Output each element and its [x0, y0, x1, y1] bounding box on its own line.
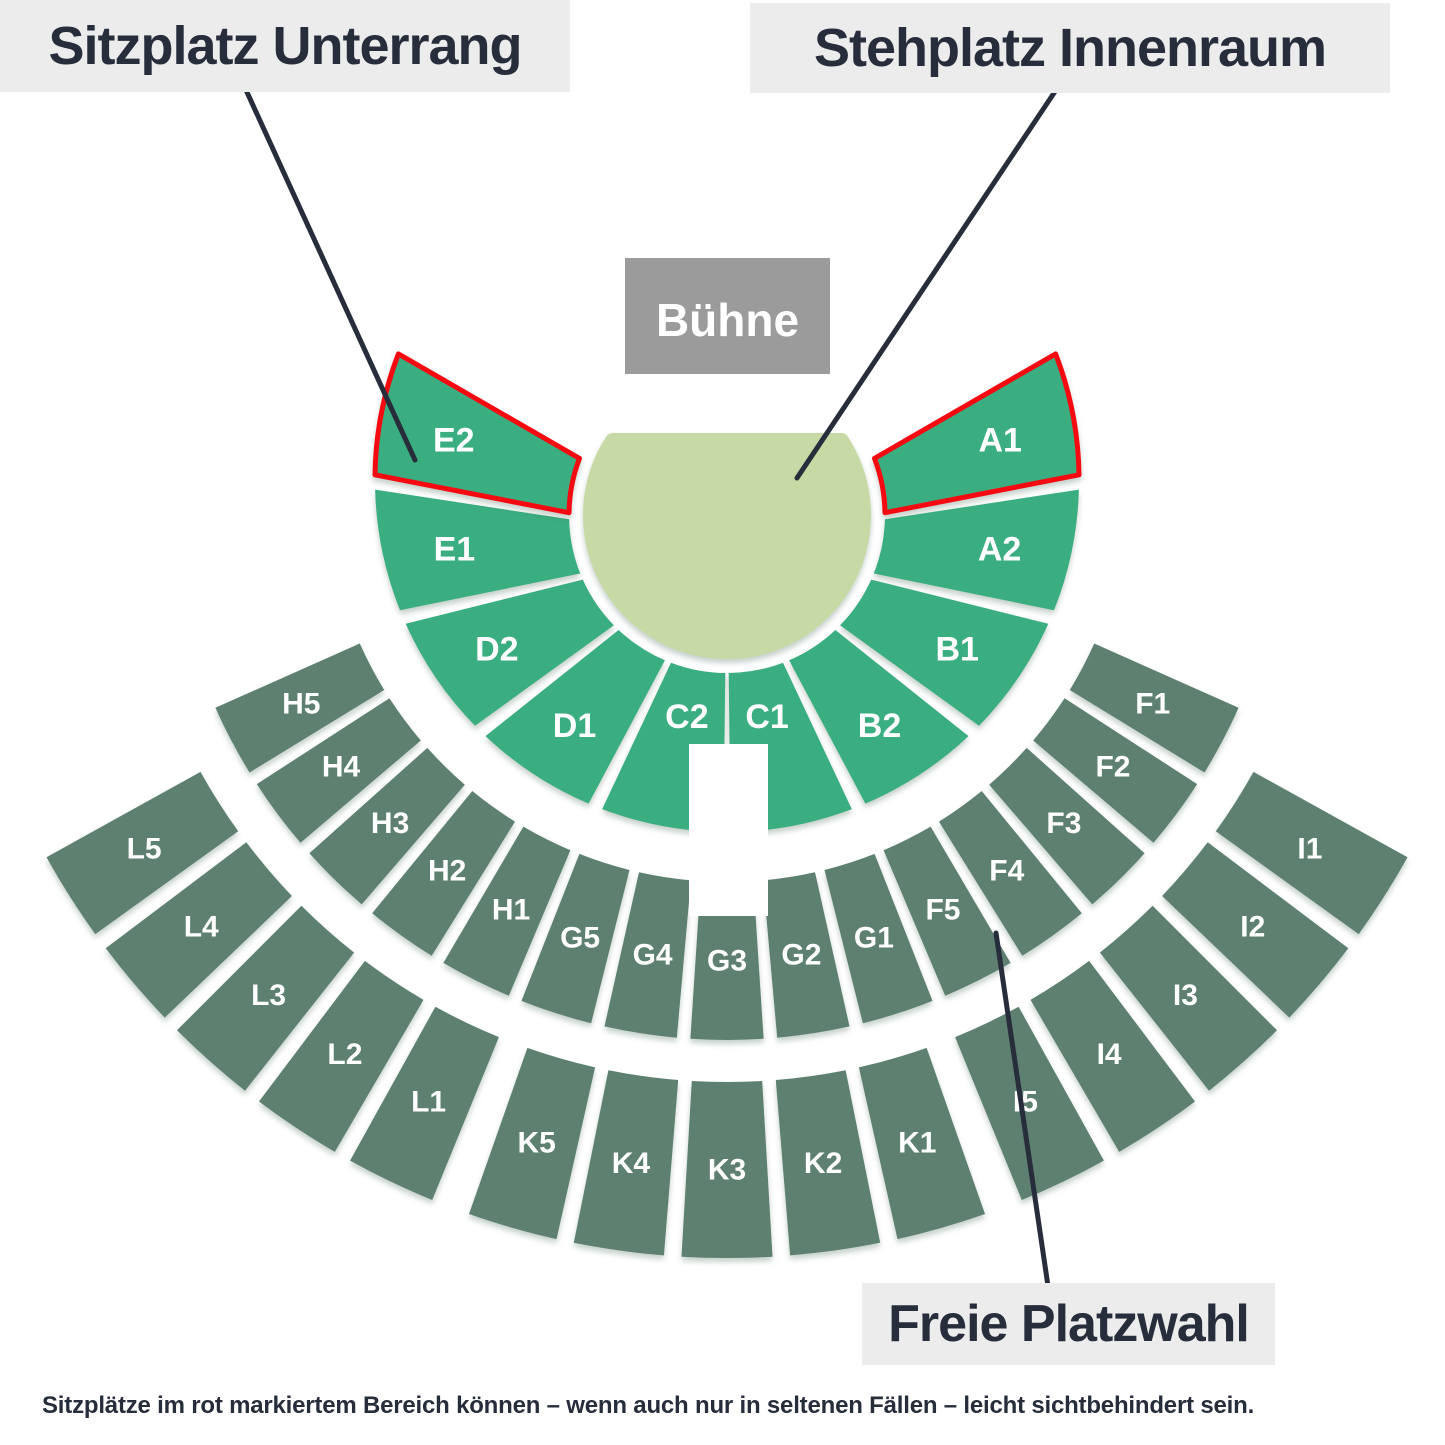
section-label-K2: K2: [803, 1146, 843, 1180]
stage: [625, 258, 830, 374]
annotation-sitzplatz-unterrang: Sitzplatz Unterrang: [0, 0, 570, 92]
section-label-B2: B2: [857, 707, 902, 745]
section-label-F4: F4: [989, 854, 1025, 888]
section-label-F3: F3: [1046, 806, 1082, 840]
section-label-K3: K3: [707, 1153, 747, 1187]
section-label-C1: C1: [745, 698, 789, 736]
section-label-G3: G3: [706, 944, 748, 978]
section-label-G1: G1: [853, 921, 894, 955]
section-label-D1: D1: [552, 707, 597, 745]
section-label-H2: H2: [428, 854, 467, 888]
section-label-F2: F2: [1095, 750, 1131, 784]
section-label-L4: L4: [183, 910, 219, 944]
section-label-F5: F5: [925, 893, 961, 927]
section-E2[interactable]: [375, 354, 580, 513]
section-label-I3: I3: [1172, 979, 1198, 1013]
annotation-freie-platzwahl: Freie Platzwahl: [862, 1283, 1275, 1365]
section-label-I4: I4: [1096, 1038, 1122, 1071]
pointer-line-sitzplatz-unterrang: [246, 90, 415, 460]
section-label-G5: G5: [560, 921, 601, 955]
section-label-K1: K1: [898, 1126, 937, 1160]
section-label-F1: F1: [1135, 687, 1171, 721]
section-label-D2: D2: [475, 630, 519, 669]
section-label-L3: L3: [251, 979, 287, 1013]
section-label-H4: H4: [321, 750, 361, 784]
section-label-G2: G2: [781, 938, 822, 972]
section-label-H1: H1: [491, 893, 531, 927]
section-label-I5: I5: [1012, 1085, 1038, 1119]
section-label-I2: I2: [1240, 910, 1266, 944]
section-label-K5: K5: [517, 1126, 556, 1160]
annotation-stehplatz-innenraum: Stehplatz Innenraum: [750, 3, 1390, 93]
section-label-L1: L1: [411, 1085, 447, 1119]
standing-area-innenraum[interactable]: [590, 440, 864, 652]
section-label-K4: K4: [611, 1146, 651, 1180]
stage-label: Bühne: [655, 294, 800, 346]
section-label-L2: L2: [327, 1038, 363, 1071]
section-label-A2: A2: [977, 530, 1022, 569]
section-label-C2: C2: [665, 698, 709, 736]
section-label-I1: I1: [1297, 832, 1323, 866]
footnote-restricted-view: Sitzplätze im rot markiertem Bereich können – wenn auch nur in seltenen Fällen – leicht sichtbehindert sein.: [42, 1392, 1255, 1419]
section-label-H3: H3: [370, 806, 410, 840]
entrance-corridor: [689, 744, 768, 916]
section-label-L5: L5: [126, 832, 162, 866]
section-label-B1: B1: [935, 630, 979, 669]
section-label-E1: E1: [433, 530, 476, 569]
section-label-G4: G4: [632, 938, 673, 972]
section-label-A1: A1: [978, 421, 1022, 460]
section-label-E2: E2: [433, 421, 475, 460]
section-A1[interactable]: [875, 354, 1080, 513]
section-label-H5: H5: [282, 687, 321, 721]
